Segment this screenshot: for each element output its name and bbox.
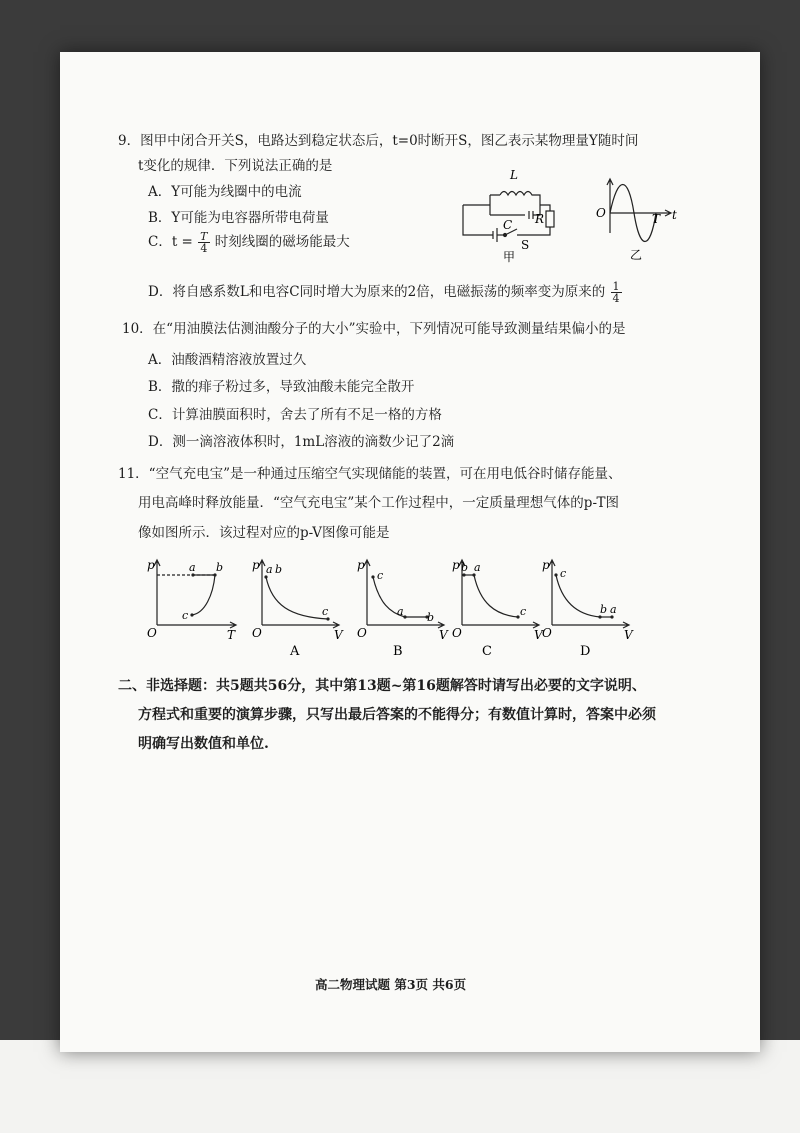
fraction-denominator: 4	[612, 292, 620, 305]
q11-stem-line3: 像如图所示．该过程对应的p-V图像可能是	[138, 525, 390, 541]
label-a: a	[189, 561, 196, 574]
figure-jia-caption: 甲	[503, 250, 516, 264]
label-b: b	[600, 603, 608, 616]
q9-option-a: A．Y可能为线圈中的电流	[148, 184, 302, 200]
section-2-line1: 二、非选择题：共5题共56分，其中第13题~第16题解答时请写出必要的文字说明、	[118, 678, 646, 694]
fraction-denominator: 4	[200, 242, 208, 255]
q9-option-c-prefix: C．t =	[148, 234, 193, 250]
label-b: b	[461, 561, 469, 574]
label-c: c	[377, 569, 384, 582]
origin-label: O	[542, 626, 552, 640]
origin-label: O	[452, 626, 462, 640]
q9-stem-line2: t变化的规律．下列说法正确的是	[138, 158, 333, 174]
axis-label-p: p	[452, 558, 460, 572]
axis-label-V: V	[534, 628, 543, 642]
axis-label-t: t	[672, 208, 677, 222]
label-c: c	[520, 605, 527, 618]
fraction-numerator: 1	[612, 280, 620, 293]
fraction-one-quarter	[611, 281, 622, 304]
q10-stem: 10．在“用油膜法估测油酸分子的大小”实验中，下列情况可能导致测量结果偏小的是	[122, 321, 626, 337]
figure-yi-caption: 乙	[630, 248, 643, 262]
label-switch-S: S	[521, 238, 530, 252]
q9-option-b: B．Y可能为电容器所带电荷量	[148, 210, 329, 226]
option-label-b: B	[393, 644, 403, 659]
q10-option-a: A．油酸酒精溶液放置过久	[148, 352, 307, 368]
label-c: c	[560, 567, 567, 580]
q10-option-c: C．计算油膜面积时，舍去了所有不足一格的方格	[148, 407, 442, 423]
origin-label: O	[147, 626, 157, 640]
graph-option-d	[540, 555, 640, 660]
option-label-c: C	[482, 644, 492, 659]
point-c	[371, 575, 374, 578]
period-label-T: T	[652, 212, 661, 226]
axis-label-T: T	[227, 628, 236, 642]
label-b: b	[216, 561, 224, 574]
axis-label-p: p	[147, 558, 155, 572]
q11-stem-line2: 用电高峰时释放能量．“空气充电宝”某个工作过程中，一定质量理想气体的p-T图	[138, 495, 620, 511]
page-bottom-margin	[0, 1040, 800, 1133]
axis-label-V: V	[624, 628, 633, 642]
figure-jia-circuit	[455, 165, 575, 265]
point-a	[403, 615, 406, 618]
q9-stem-line1: 9．图甲中闭合开关S，电路达到稳定状态后，t=0时断开S，图乙表示某物理量Y随时间	[118, 133, 639, 149]
section-2-line2: 方程式和重要的演算步骤，只写出最后答案的不能得分；有数值计算时，答案中必须	[138, 707, 656, 723]
q9-option-d	[148, 280, 623, 304]
graph-p-T	[145, 555, 245, 645]
label-c: c	[182, 609, 189, 622]
label-inductor-L: L	[510, 168, 518, 182]
axis-label-p: p	[252, 558, 260, 572]
origin-label: O	[596, 206, 606, 220]
label-a: a	[397, 605, 404, 618]
label-a: a	[474, 561, 481, 574]
label-c: c	[322, 605, 329, 618]
label-resistor-R: R	[535, 212, 545, 226]
axis-label-V: V	[439, 628, 448, 642]
axis-label-p: p	[357, 558, 365, 572]
label-b: b	[427, 611, 435, 624]
fraction-t-over-4	[198, 231, 209, 254]
graph-option-b	[355, 555, 455, 660]
q9-option-d-text: D．将自感系数L和电容C同时增大为原来的2倍，电磁振荡的频率变为原来的	[148, 284, 606, 300]
axis-label-V: V	[334, 628, 343, 642]
origin-label: O	[357, 626, 367, 640]
label-a: a	[266, 563, 273, 576]
origin-label: O	[252, 626, 262, 640]
option-label-a: A	[290, 644, 300, 659]
graph-option-c	[450, 555, 550, 660]
q9-option-c	[148, 230, 350, 254]
label-b: b	[275, 563, 283, 576]
point-c	[190, 613, 193, 616]
axis-label-p: p	[542, 558, 550, 572]
option-label-d: D	[580, 644, 591, 659]
figure-yi-graph	[590, 175, 685, 265]
label-a: a	[610, 603, 617, 616]
graph-option-a	[250, 555, 350, 660]
point-c	[554, 573, 557, 576]
q10-option-d: D．测一滴溶液体积时，1mL溶液的滴数少记了2滴	[148, 434, 455, 450]
label-capacitor-C: C	[503, 218, 513, 232]
fraction-numerator: T	[200, 230, 208, 243]
q9-option-c-suffix: 时刻线圈的磁场能最大	[214, 234, 350, 250]
q10-option-b: B．撒的痱子粉过多，导致油酸未能完全散开	[148, 379, 415, 395]
page-footer: 高二物理试题 第3页 共6页	[315, 977, 467, 992]
section-2-line3: 明确写出数值和单位.	[138, 736, 269, 752]
q11-stem-line1: 11．“空气充电宝”是一种通过压缩空气实现储能的装置，可在用电低谷时储存能量、	[118, 466, 622, 482]
